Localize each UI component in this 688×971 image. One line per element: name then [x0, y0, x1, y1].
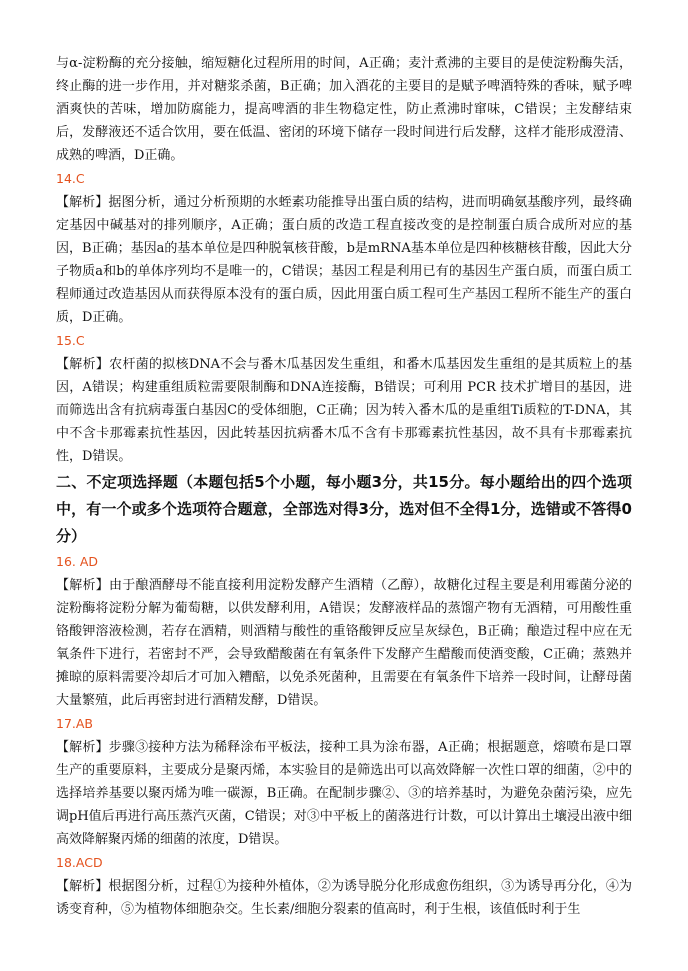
q17-explanation: [56, 736, 632, 851]
q15-answer: 15.C: [56, 333, 85, 348]
q18-answer: 18.ACD: [56, 855, 103, 870]
section-heading: 二、不定项选择题（本题包括5个小题，每小题3分，共15分。每小题给出的四个选项中，有一个或多个选项符合题意，全部选对得3分，选对但不全得1分，选错或不答得0分）: [56, 473, 632, 545]
q14-explanation: [56, 191, 632, 329]
intro-paragraph: 与α-淀粉酶的充分接触，缩短糖化过程所用的时间，A正确；麦汁煮沸的主要目的是使淀粉酶失活，终止酶的进一步作用，并对糖浆杀菌，B正确；加入酒花的主要目的是赋予啤酒特殊的香味，赋予啤酒爽快的苦味，增加防腐能力，提高啤酒的非生物稳定性，防止煮沸时窜味，C错误；主发酵结束后，发酵液还不适合饮用，要在低温、密闭的环境下储存一段时间进行后发酵，这样才能形成澄清、成熟的啤酒，D正确。: [56, 56, 632, 163]
q15-label: 【解析】: [56, 357, 110, 372]
q17-answer: 17.AB: [56, 716, 94, 731]
q18-text: 根据图分析，过程①为接种外植体，②为诱导脱分化形成愈伤组织，③为诱导再分化，④为诱变育种，⑤为植物体细胞杂交。生长素/细胞分裂素的值高时，利于生根，该值低时利于生: [56, 879, 632, 917]
q14-label: 【解析】: [56, 195, 109, 210]
q17-text: 步骤③接种方法为稀释涂布平板法，接种工具为涂布器，A正确；根据题意，熔喷布是口罩生产的重要原料，主要成分是聚丙烯，本实验目的是筛选出可以高效降解一次性口罩的细菌，②中的选择培养基要以聚丙烯为唯一碳源，B正确。在配制步骤②、③的培养基时，为避免杂菌污染，应先调pH值后再进行高压蒸汽灭菌，C错误；对③中平板上的菌落进行计数，可以计算出土壤浸出液中细高效降解聚丙烯的细菌的浓度，D错误。: [56, 740, 632, 847]
q16-explanation: [56, 574, 632, 712]
q16-answer: 16. AD: [56, 554, 99, 569]
q14-answer: 14.C: [56, 171, 85, 186]
q15-explanation: [56, 353, 632, 468]
q18-label: 【解析】: [56, 879, 109, 894]
q14-text: 据图分析，通过分析预期的水蛭素功能推导出蛋白质的结构，进而明确氨基酸序列，最终确定基因中碱基对的排列顺序，A正确；蛋白质的改造工程直接改变的是控制蛋白质合成所对应的基因，B正确；基因a的基本单位是四种脱氧核苷酸，b是mRNA基本单位是四种核糖核苷酸，因此大分子物质a和b的单体序列均不是唯一的，C错误；基因工程是利用已有的基因生产蛋白质，而蛋白质工程师通过改造基因从而获得原本没有的蛋白质，因此用蛋白质工程可生产基因工程所不能生产的蛋白质，D正确。: [56, 195, 632, 325]
q18-explanation: [56, 875, 632, 921]
q15-text: 农杆菌的拟核DNA不会与番木瓜基因发生重组，和番木瓜基因发生重组的是其质粒上的基因，A错误；构建重组质粒需要限制酶和DNA连接酶，B错误；可利用 PCR 技术扩增目的基因，进而筛选出含有抗病毒蛋白基因C的受体细胞，C正确；因为转入番木瓜的是重组Ti质粒的T-DNA，其中不含卡那霉素抗性基因，因此转基因抗病番木瓜不含有卡那霉素抗性基因，故不具有卡那霉素抗性，D错误。: [56, 357, 632, 464]
q17-label: 【解析】: [56, 740, 109, 755]
q16-label: 【解析】: [56, 578, 109, 593]
q16-text: 由于酿酒酵母不能直接利用淀粉发酵产生酒精（乙醇），故糖化过程主要是利用霉菌分泌的淀粉酶将淀粉分解为葡萄糖，以供发酵利用，A错误；发酵液样品的蒸馏产物有无酒精，可用酸性重铬酸钾溶液检测，若存在酒精，则酒精与酸性的重铬酸钾反应呈灰绿色，B正确；酿造过程中应在无氧条件下进行，若密封不严，会导致醋酸菌在有氧条件下发酵产生醋酸而使酒变酸，C正确；蒸熟并摊晾的原料需要冷却后才可加入糟醅，以免杀死菌种，且需要在有氧条件下培养一段时间，让酵母菌大量繁殖，此后再密封进行酒精发酵，D错误。: [56, 578, 632, 708]
